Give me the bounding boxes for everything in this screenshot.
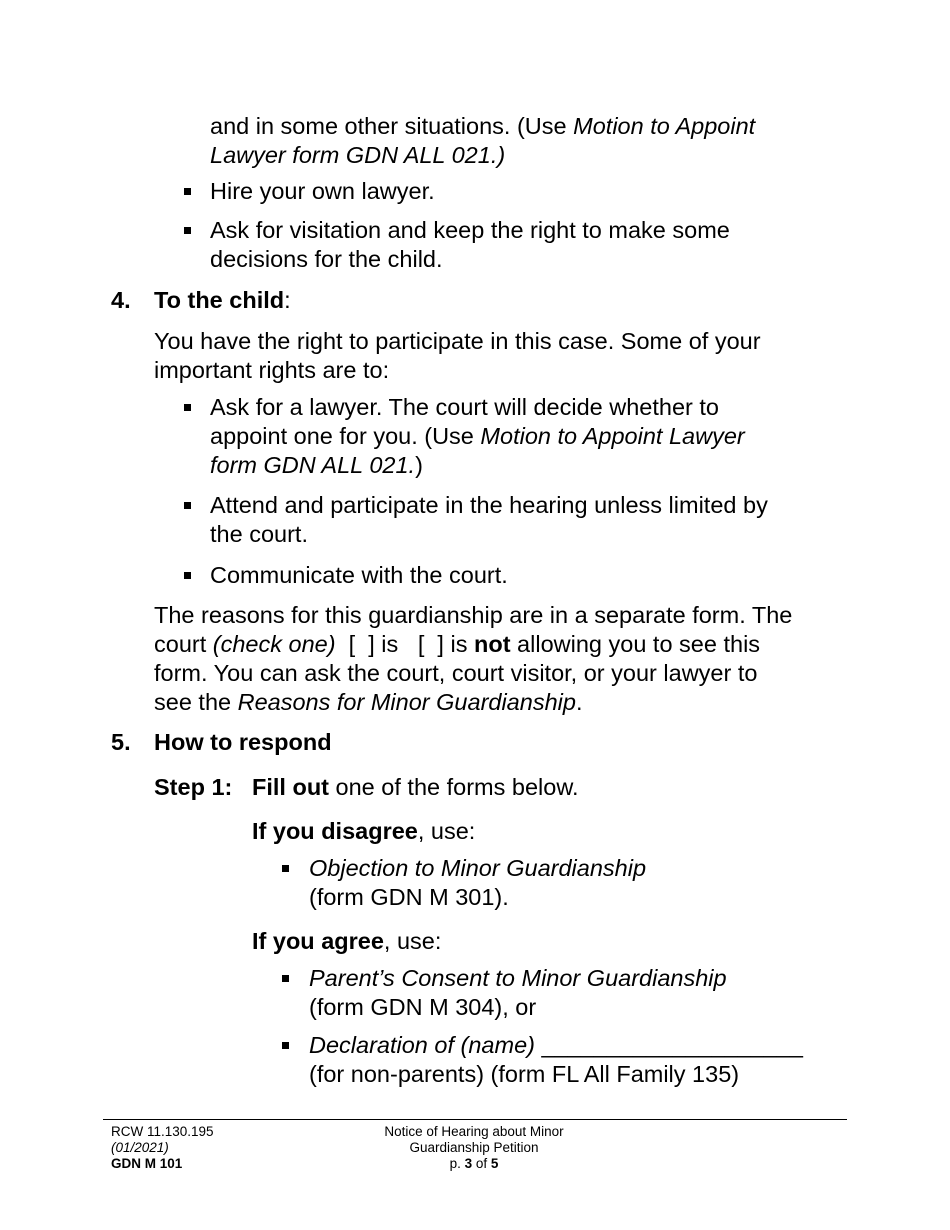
check-one-boxes[interactable]: [ ] is [ ] is [335, 631, 474, 657]
bullet-visitation-line1: Ask for visitation and keep the right to make some [210, 217, 730, 243]
footer-page-number: p. 3 of 5 [449, 1156, 499, 1171]
consent-form-title: Parent’s Consent to Minor Guardianship [309, 965, 727, 991]
section-5-heading: How to respond [154, 729, 332, 755]
disagree-label: If you disagree, use: [252, 818, 476, 844]
objection-form-title: Objection to Minor Guardianship [309, 855, 647, 881]
reasons-line2: court (check one) [ ] is [ ] is not allowing you to see this [154, 631, 761, 657]
step-1-label: Step 1: [154, 774, 233, 800]
bullet-communicate: Communicate with the court. [210, 562, 508, 588]
bullet-icon [184, 227, 191, 234]
child-intro-line2: important rights are to: [154, 357, 390, 383]
bullet-icon [184, 502, 191, 509]
declaration-form-number: (for non-parents) (form FL All Family 135) [309, 1061, 740, 1087]
footer-left [111, 1124, 214, 1172]
step-1-text: Fill out one of the forms below. [252, 774, 579, 800]
consent-form-number: (form GDN M 304), or [309, 994, 537, 1020]
footer-date: (01/2021) [111, 1140, 169, 1155]
bullet-ask-lawyer-line2: appoint one for you. (Use Motion to Appoint Lawyer [210, 423, 745, 449]
footer-title-line1: Notice of Hearing about Minor [384, 1124, 564, 1139]
footer-form-id: GDN M 101 [111, 1156, 183, 1171]
bullet-attend-line1: Attend and participate in the hearing unless limited by [210, 492, 768, 518]
bullet-icon [184, 404, 191, 411]
bullet-ask-lawyer-line1: Ask for a lawyer. The court will decide whether to [210, 394, 719, 420]
bullet-icon [184, 188, 191, 195]
bullet-icon [282, 1042, 289, 1049]
bullet-ask-lawyer-line3: form GDN ALL 021.) [210, 452, 423, 478]
footer-rcw: RCW 11.130.195 [111, 1124, 214, 1139]
agree-label: If you agree, use: [252, 928, 442, 954]
reasons-line3: form. You can ask the court, court visitor, or your lawyer to [154, 660, 758, 686]
reasons-line1: The reasons for this guardianship are in a separate form. The [154, 602, 793, 628]
footer-divider [103, 1119, 847, 1120]
continued-text-line2: Lawyer form GDN ALL 021.) [210, 142, 506, 168]
bullet-icon [184, 572, 191, 579]
objection-form-number: (form GDN M 301). [309, 884, 509, 910]
bullet-icon [282, 865, 289, 872]
bullet-visitation-line2: decisions for the child. [210, 246, 443, 272]
continued-text-line1: and in some other situations. (Use Motion to Appoint [210, 113, 756, 139]
bullet-icon [282, 975, 289, 982]
section-4-heading: To the child: [154, 287, 291, 313]
declaration-form-title: Declaration of (name) ____________________ [309, 1032, 803, 1058]
section-4-number: 4. [111, 287, 131, 313]
declaration-name-blank[interactable]: ____________________ [534, 1032, 803, 1058]
section-5-number: 5. [111, 729, 131, 755]
bullet-hire-lawyer: Hire your own lawyer. [210, 178, 435, 204]
reasons-line4: see the Reasons for Minor Guardianship. [154, 689, 583, 715]
child-intro-line1: You have the right to participate in this case. Some of your [154, 328, 761, 354]
footer-center [374, 1124, 574, 1172]
bullet-attend-line2: the court. [210, 521, 308, 547]
footer-title-line2: Guardianship Petition [409, 1140, 539, 1155]
